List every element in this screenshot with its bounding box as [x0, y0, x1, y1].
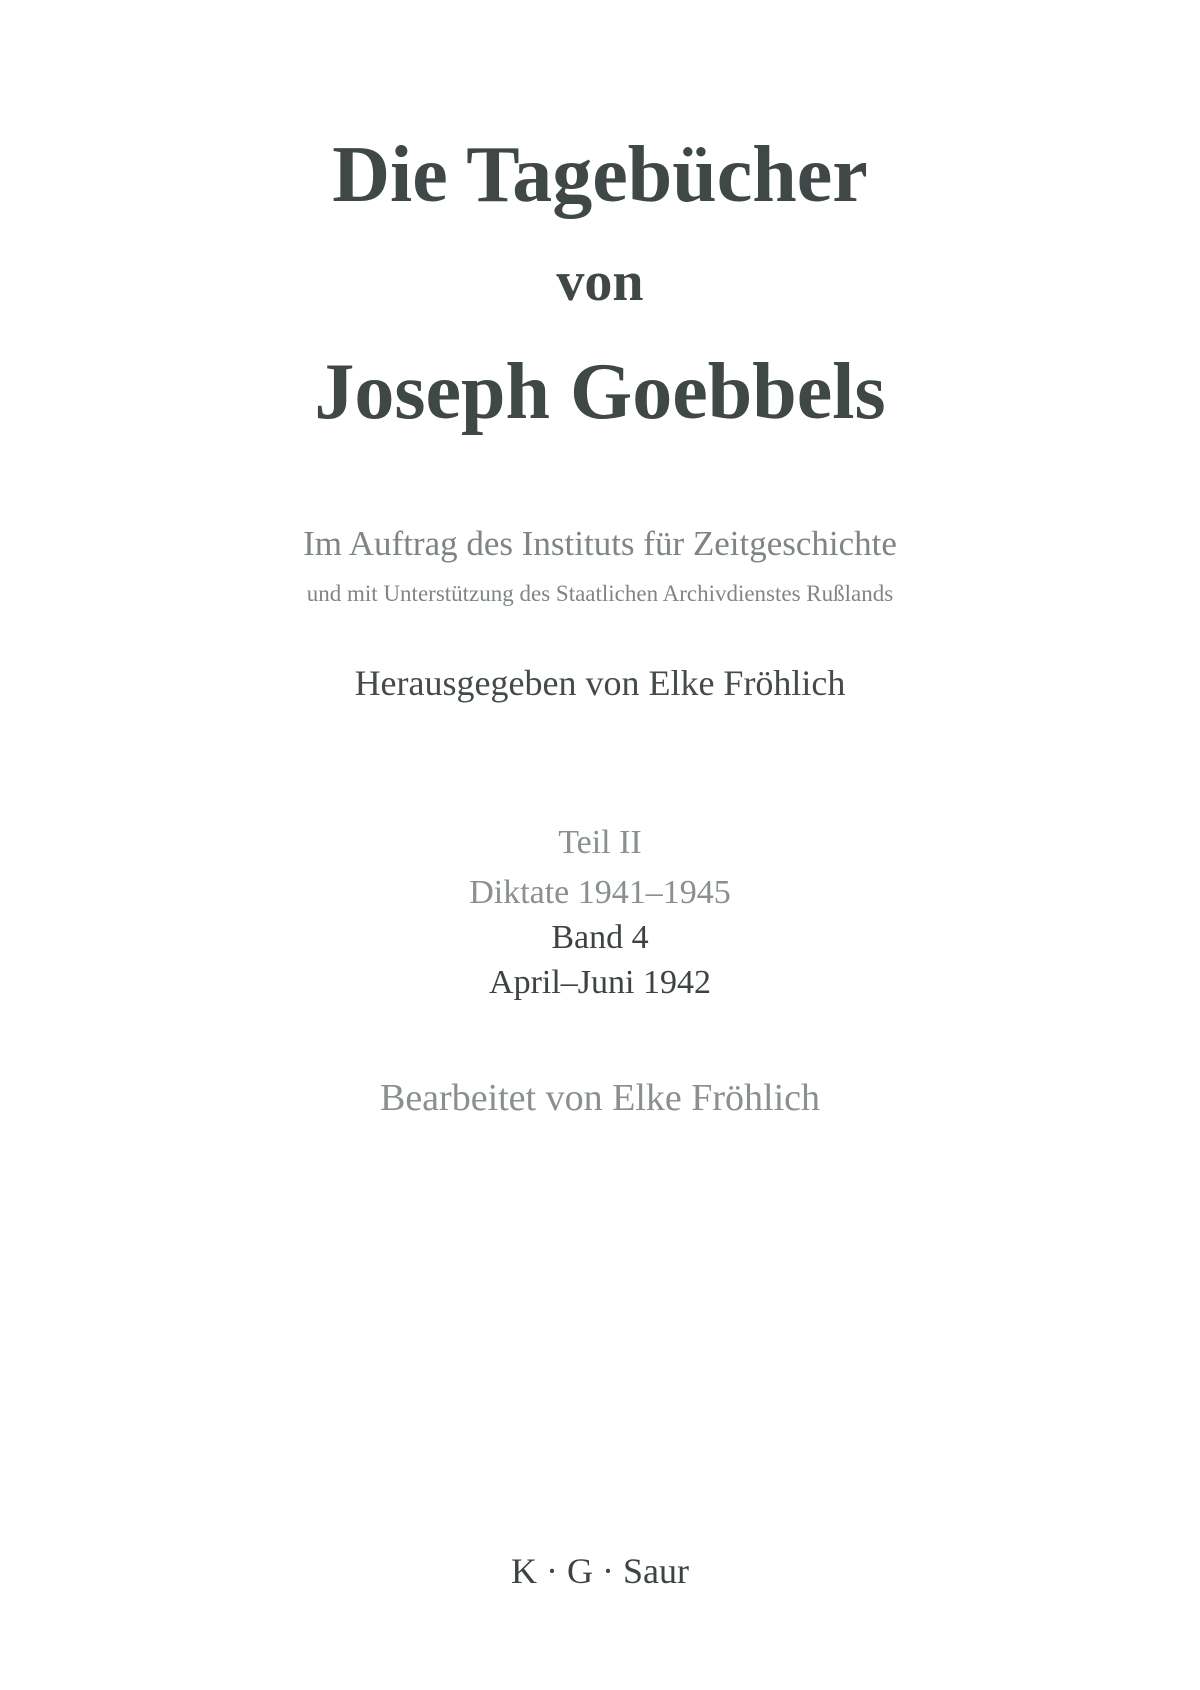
editor-credit: Herausgegeben von Elke Fröhlich: [354, 663, 846, 703]
volume-band: Band 4: [551, 919, 649, 956]
publisher-name: K · G · Saur: [511, 1551, 689, 1591]
book-title-line-2: von: [556, 251, 644, 313]
revised-by-credit: Bearbeitet von Elke Fröhlich: [379, 1077, 821, 1119]
volume-period: April–Juni 1942: [489, 964, 711, 1001]
volume-series: Diktate 1941–1945: [469, 874, 731, 911]
book-title-line-1: Die Tagebücher: [332, 131, 868, 219]
commission-line-2: und mit Unterstützung des Staatlichen Archivdienstes Rußlands: [306, 581, 894, 606]
commission-line-1: Im Auftrag des Instituts für Zeitgeschichte: [303, 524, 897, 563]
book-title-line-3: Joseph Goebbels: [314, 348, 886, 436]
volume-part: Teil II: [558, 824, 642, 861]
